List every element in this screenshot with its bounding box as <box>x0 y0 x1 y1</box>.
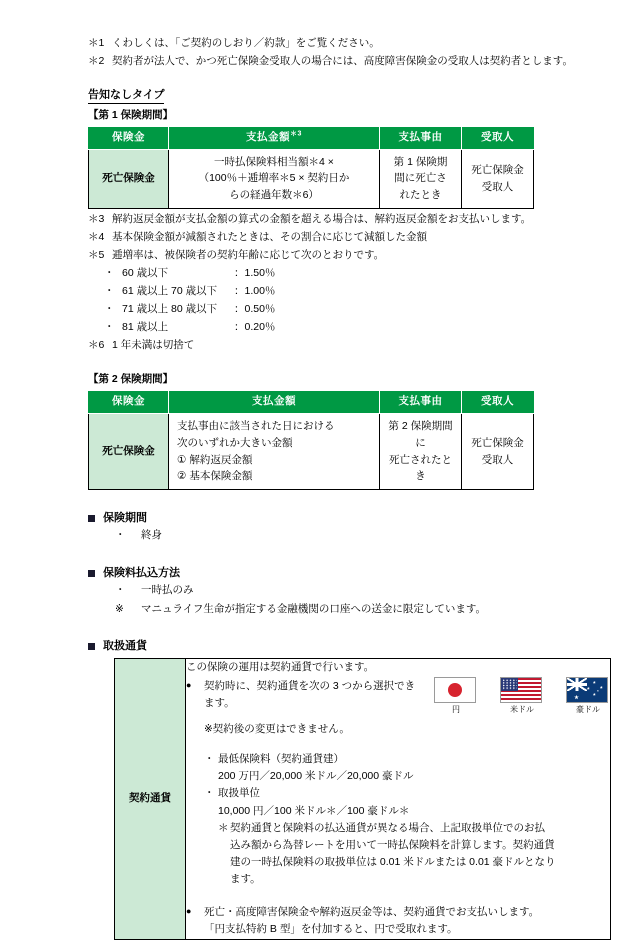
period1-col-amount-label: 支払金額 <box>246 130 291 143</box>
period2-reason <box>380 413 462 489</box>
rate-value-4: ：0.20％ <box>234 321 276 334</box>
currency-payout-block <box>186 904 610 939</box>
footnote-6 <box>88 336 590 354</box>
top-note-1-text: くわしくは、「ご契約のしおり／約款」をご覧ください。 <box>112 37 380 49</box>
insurance-period-item-text: 終身 <box>141 529 162 542</box>
footnote-3 <box>88 210 590 228</box>
period1-payee <box>462 149 534 208</box>
period1-amount-line-3: らの経過年数＊6） <box>229 189 319 202</box>
period2-amount-line-2: 次のいずれか大きい金額 <box>177 436 293 449</box>
rate-item-4 <box>88 318 590 336</box>
currency-flag-aud-caption: 豪ドル <box>576 704 600 714</box>
footnote-4-mark: ＊4 <box>88 231 105 244</box>
round-bullet-icon: ● <box>186 905 192 916</box>
currency-flag-usd <box>500 677 544 715</box>
min-premium-bullet-icon: ・ <box>204 752 215 765</box>
rate-item-1 <box>88 264 590 282</box>
top-note-2 <box>88 52 590 70</box>
unit-label: 取扱単位 <box>218 787 260 800</box>
flag-usa-canton <box>501 678 518 691</box>
period2-amount-line-4: ② 基本保険金額 <box>177 470 253 483</box>
unit-star-line-2: 込み額から為替レートを用いて一時払保険料を計算します。契約通貨 <box>230 838 555 851</box>
period2-data-row <box>89 413 534 489</box>
unit-row <box>204 785 610 802</box>
star-mark-icon: ＊ <box>218 821 229 834</box>
top-note-2-text: 契約者が法人で、かつ死亡保険金受取人の場合には、高度障害保険金の受取人は契約者とします。 <box>112 55 573 68</box>
currency-lead-text: この保険の運用は契約通貨で行います。 <box>186 661 375 674</box>
section-insurance-period <box>88 511 590 526</box>
period2-col-payee: 受取人 <box>462 392 534 414</box>
period1-data-row <box>89 149 534 208</box>
footnote-5-mark: ＊5 <box>88 249 105 262</box>
section-insurance-period-title: 保険期間 <box>103 512 147 525</box>
period1-col-reason: 支払事由 <box>380 127 462 149</box>
top-note-1-mark: ＊1 <box>88 37 105 49</box>
period1-amount-line-2: （100％＋逓増率＊5 × 契約日か <box>198 172 350 185</box>
period1-reason-line-1: 第 1 保険期 <box>393 155 448 168</box>
period2-heading: 【第 2 保険期間】 <box>88 373 174 386</box>
currency-flag-aud <box>566 677 610 715</box>
currency-choice-block <box>186 678 610 739</box>
footnote-4 <box>88 228 590 246</box>
footnote-5 <box>88 246 590 264</box>
flag-japan-disc <box>448 683 462 697</box>
period1-heading: 【第 1 保険期間】 <box>88 109 174 122</box>
currency-flag-jpy-caption: 円 <box>452 704 460 714</box>
premium-payment-item-1-text: 一時払のみ <box>141 584 194 597</box>
period2-payee-line-1: 死亡保険金 <box>471 436 524 449</box>
unit-star-line-3: 建の一時払保険料の取扱単位は 0.01 米ドルまたは 0.01 豪ドルとなり <box>230 855 556 868</box>
period2-kind: 死亡保険金 <box>89 413 169 489</box>
flag-australia-star-5 <box>597 690 599 692</box>
rate-age-1: 60 歳以下 <box>122 267 169 280</box>
period1-reason-line-2: 間に死亡さ <box>394 172 447 185</box>
currency-note-1: ※契約後の変更はできません。 <box>204 723 350 736</box>
currency-bullet-1 <box>186 678 420 713</box>
insurance-period-item <box>88 526 590 544</box>
flag-australia-union-jack <box>567 678 587 691</box>
flag-australia-star-2 <box>600 686 603 689</box>
rate-bullet-2: ・ <box>104 285 115 298</box>
flag-australia-star-4 <box>587 687 590 690</box>
round-bullet-icon: ● <box>186 679 192 690</box>
rate-bullet-3: ・ <box>104 303 115 316</box>
currency-details <box>186 751 610 888</box>
period1-amount-line-1: 一時払保険料相当額＊4 × <box>214 155 334 168</box>
premium-payment-item-2-text: マニュライフ生命が指定する金融機関の口座への送金に限定しています。 <box>141 602 487 615</box>
period1-reason <box>380 149 462 208</box>
period2-amount <box>169 413 380 489</box>
unit-star-line-1: 契約通貨と保険料の払込通貨が異なる場合、上記取扱単位でのお払 <box>230 821 545 834</box>
min-premium-label: 最低保険料（契約通貨建） <box>218 752 344 765</box>
min-premium-value: 200 万円／20,000 米ドル／20,000 豪ドル <box>218 769 414 782</box>
flag-japan-icon <box>434 677 476 703</box>
type-heading: 告知なしタイプ <box>88 88 164 104</box>
currency-bullet-2 <box>186 904 610 921</box>
type-heading-wrap <box>88 71 590 104</box>
rate-age-3: 71 歳以上 80 歳以下 <box>122 303 218 316</box>
period1-col-amount-footnote: ＊3 <box>290 130 302 138</box>
flag-usa-icon <box>500 677 542 703</box>
rate-item-2 <box>88 282 590 300</box>
rate-age-4: 81 歳以上 <box>122 321 169 334</box>
footnote-5-text: 逓増率は、被保険者の契約年齢に応じて次のとおりです。 <box>112 249 385 262</box>
period2-reason-line-2: 死亡されたとき <box>389 453 452 483</box>
period2-header-row <box>89 392 534 414</box>
flag-australia-icon <box>566 677 608 703</box>
period1-header-row <box>89 127 534 149</box>
period2-col-amount: 支払金額 <box>169 392 380 414</box>
rate-value-3: ：0.50％ <box>234 303 276 316</box>
rate-item-3 <box>88 300 590 318</box>
square-bullet-icon <box>88 515 95 522</box>
unit-star-note <box>204 820 610 888</box>
currency-bullet-1-text: 契約時に、契約通貨を次の 3 つから選択できます。 <box>204 679 416 710</box>
section-handled-currency <box>88 639 590 654</box>
footnote-4-text: 基本保険金額が減額されたときは、その割合に応じて減額した金額 <box>112 231 427 244</box>
flag-australia-star-3 <box>593 693 596 696</box>
section-premium-payment <box>88 566 590 581</box>
rate-value-1: ：1.50％ <box>234 267 276 280</box>
rate-bullet-1: ・ <box>104 267 115 280</box>
premium-payment-item-2 <box>88 600 590 618</box>
flag-australia-star-1 <box>593 681 596 684</box>
period2-reason-line-1: 第 2 保険期間に <box>388 419 453 449</box>
rate-value-2: ：1.00％ <box>234 285 276 298</box>
currency-body-cell <box>186 659 611 939</box>
period1-table <box>88 127 534 209</box>
currency-flag-jpy <box>434 677 478 715</box>
currency-flags <box>434 677 610 715</box>
period2-amount-line-3: ① 解約返戻金額 <box>177 453 253 466</box>
premium-payment-item-1 <box>88 581 590 599</box>
currency-table-row <box>115 659 611 939</box>
document-content <box>88 34 600 940</box>
period1-col-amount <box>169 127 380 149</box>
currency-table <box>114 658 611 939</box>
min-premium-row <box>204 751 610 768</box>
top-notes-block <box>88 34 590 71</box>
period1-amount <box>169 149 380 208</box>
premium-payment-item-2-mark: ※ <box>115 602 124 615</box>
premium-payment-item-1-mark: ・ <box>115 584 126 597</box>
section-handled-currency-title: 取扱通貨 <box>103 640 147 652</box>
square-bullet-icon <box>88 643 95 650</box>
footnote-3-mark: ＊3 <box>88 213 105 226</box>
footnote-6-mark: ＊6 <box>88 339 105 352</box>
period2-table <box>88 391 534 490</box>
period1-payee-line-2: 受取人 <box>481 180 514 193</box>
rate-bullet-4: ・ <box>104 321 115 334</box>
period1-col-kind: 保険金 <box>89 127 169 149</box>
period2-col-reason: 支払事由 <box>380 392 462 414</box>
period1-payee-line-1: 死亡保険金 <box>471 164 524 177</box>
currency-bullet-2-sub: 「円支払特約 B 型」を付加すると、円で受取れます。 <box>204 923 458 936</box>
currency-bullet-2-text: 死亡・高度障害保険金や解約返戻金等は、契約通貨でお支払いします。 <box>204 905 540 918</box>
period2-col-kind: 保険金 <box>89 392 169 414</box>
period2-payee <box>462 413 534 489</box>
section-premium-payment-title: 保険料払込方法 <box>103 566 180 579</box>
flag-australia-commonwealth-star <box>574 695 579 700</box>
top-note-2-mark: ＊2 <box>88 55 105 68</box>
currency-flag-usd-caption: 米ドル <box>510 704 534 714</box>
period1-reason-line-3: れたとき <box>399 189 442 202</box>
currency-label-cell: 契約通貨 <box>115 659 186 939</box>
footnote-6-text: 1 年未満は切捨て <box>112 339 195 352</box>
unit-star-note-text <box>230 820 610 888</box>
period1-kind: 死亡保険金 <box>89 149 169 208</box>
footnote-list <box>88 210 590 354</box>
unit-star-line-4: ます。 <box>230 872 261 885</box>
period2-payee-line-2: 受取人 <box>481 453 514 466</box>
period1-col-payee: 受取人 <box>462 127 534 149</box>
footnote-3-text: 解約返戻金額が支払金額の算式の金額を超える場合は、解約返戻金額をお支払いします。 <box>112 213 532 226</box>
square-bullet-icon <box>88 570 95 577</box>
insurance-period-item-mark: ・ <box>115 529 126 542</box>
unit-bullet-icon: ・ <box>204 787 215 800</box>
top-note-1 <box>88 34 590 52</box>
rate-age-2: 61 歳以上 70 歳以下 <box>122 285 218 298</box>
period2-amount-line-1: 支払事由に該当された日における <box>177 419 335 432</box>
unit-value: 10,000 円／100 米ドル＊／100 豪ドル＊ <box>218 804 410 817</box>
